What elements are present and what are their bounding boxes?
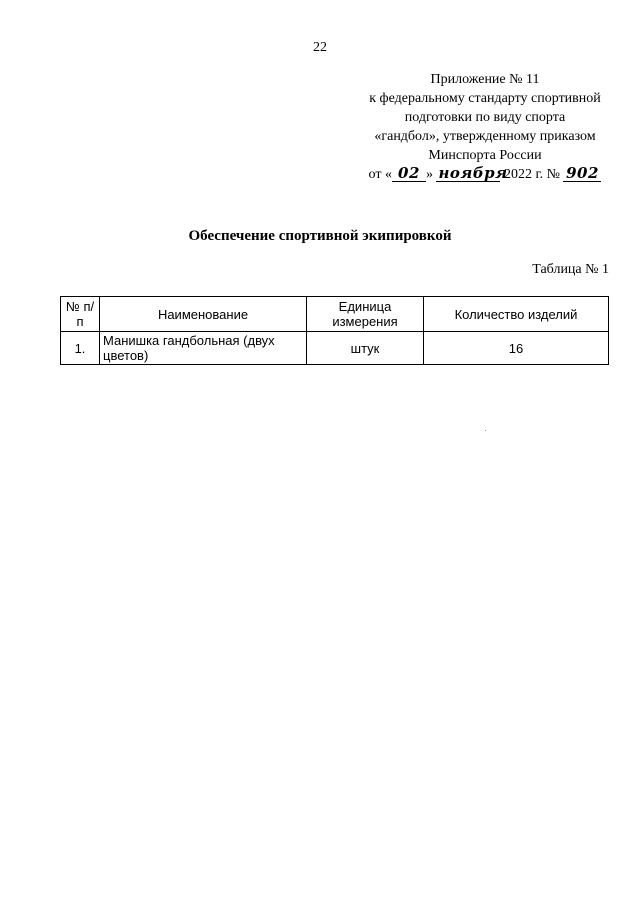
page-number: 22 [313,40,327,55]
appendix-line-3: подготовки по виду спорта [404,110,566,125]
header-name: Наименование [100,297,307,332]
appendix-line-5: Минспорта России [428,148,542,163]
quote-close: » [425,167,433,182]
row-quantity: 16 [424,332,609,365]
order-date-line [350,165,620,184]
scan-speck [485,430,486,431]
header-unit: Единица измерения [307,297,424,332]
appendix-title: Приложение № 11 [430,72,540,87]
table-label: Таблица № 1 [532,262,609,277]
from-label: от « [368,167,392,182]
equipment-table [60,296,609,365]
table-header-row [61,297,609,332]
row-number: 1. [61,332,100,365]
row-name: Манишка гандбольная (двух цветов) [100,332,307,365]
appendix-line-2: к федеральному стандарту спортивной [369,91,601,106]
year-label: 2022 г. № [503,167,560,182]
handwritten-month: ноября [438,164,508,182]
row-unit: штук [307,332,424,365]
approval-block [350,70,620,184]
document-title: Обеспечение спортивной экипировкой [188,228,452,244]
table-row [61,332,609,365]
handwritten-day: 02 [392,165,426,182]
header-number: № п/п [61,297,100,332]
appendix-line-4: «гандбол», утвержденному приказом [374,129,596,144]
handwritten-order-number: 902 [563,165,601,182]
header-quantity: Количество изделий [424,297,609,332]
